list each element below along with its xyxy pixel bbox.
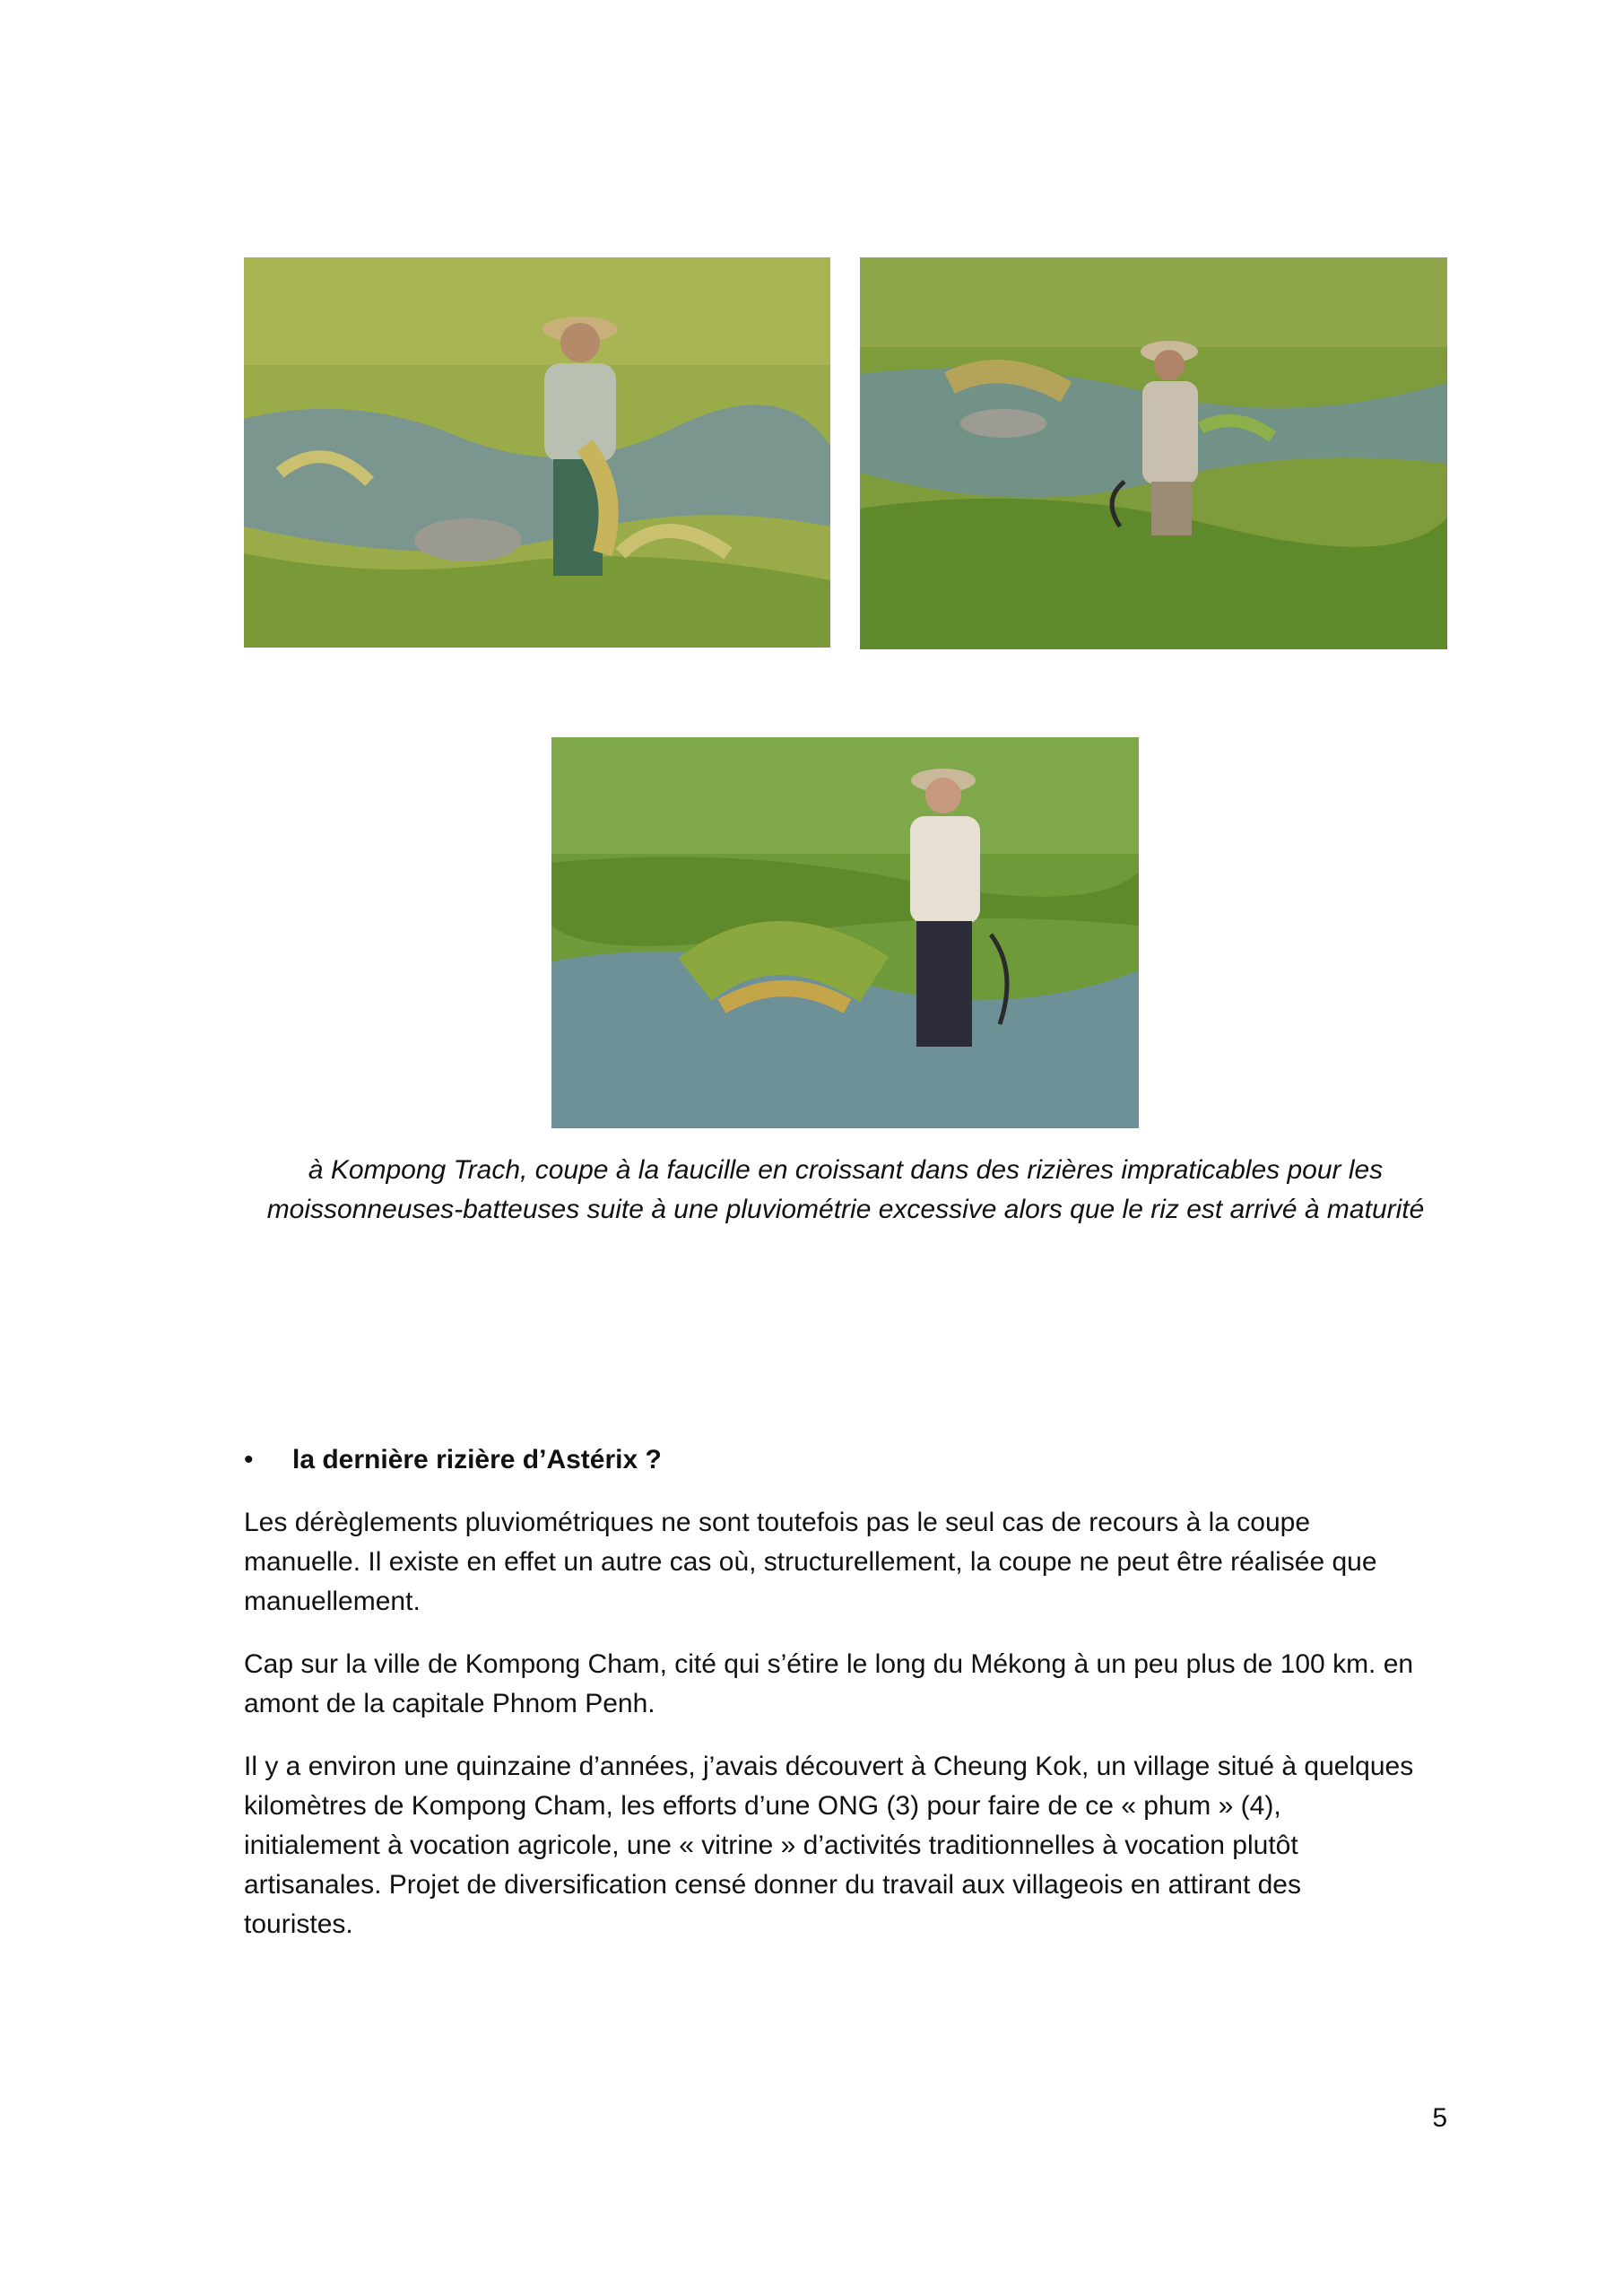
paragraph-line: manuellement. (244, 1587, 421, 1616)
paragraph-line: amont de la capitale Phnom Penh. (244, 1689, 655, 1718)
paragraph-line: Cap sur la ville de Kompong Cham, cité qui s’étire le long du Mékong à un peu plus de 100 km. en (244, 1649, 1414, 1679)
photo-harvester-woman-in-water (551, 737, 1139, 1128)
bullet-icon: • (244, 1445, 254, 1474)
paragraph-2 (244, 1645, 1463, 1724)
paragraph-line: initialement à vocation agricole, une « vitrine » d’activités traditionnelles à vocation plutôt (244, 1831, 1298, 1860)
paragraph-line: Les dérèglements pluviométriques ne sont toutefois pas le seul cas de recours à la coupe (244, 1508, 1311, 1537)
paragraph-line: artisanales. Projet de diversification censé donner du travail aux villageois en attirant des (244, 1870, 1301, 1900)
section-heading-text: la dernière rizière d’Astérix ? (292, 1445, 662, 1474)
page-number: 5 (1432, 2103, 1447, 2133)
paragraph-line: Il y a environ une quinzaine d’années, j’avais découvert à Cheung Kok, un village situé à quelques (244, 1752, 1414, 1781)
paragraph-line: touristes. (244, 1909, 353, 1939)
section-heading (244, 1440, 662, 1480)
rice-field-scene-3 (551, 737, 1139, 1128)
photo-harvester-with-sickle (860, 257, 1447, 649)
paragraph-line: manuelle. Il existe en effet un autre cas où, structurellement, la coupe ne peut être réalisée que (244, 1547, 1377, 1577)
photo-harvester-young-man (244, 257, 830, 648)
paragraph-3 (244, 1747, 1463, 1944)
rice-field-scene-1 (244, 257, 830, 648)
rice-field-scene-2 (860, 257, 1447, 649)
paragraph-1 (244, 1503, 1463, 1622)
photo-caption (244, 1151, 1447, 1230)
caption-line-2: moissonneuses-batteuses suite à une pluviométrie excessive alors que le riz est arrivé à maturité (266, 1195, 1425, 1224)
caption-line-1: à Kompong Trach, coupe à la faucille en croissant dans des rizières impraticables pour les (308, 1155, 1384, 1185)
paragraph-line: kilomètres de Kompong Cham, les efforts d’une ONG (3) pour faire de ce « phum » (4), (244, 1791, 1281, 1821)
